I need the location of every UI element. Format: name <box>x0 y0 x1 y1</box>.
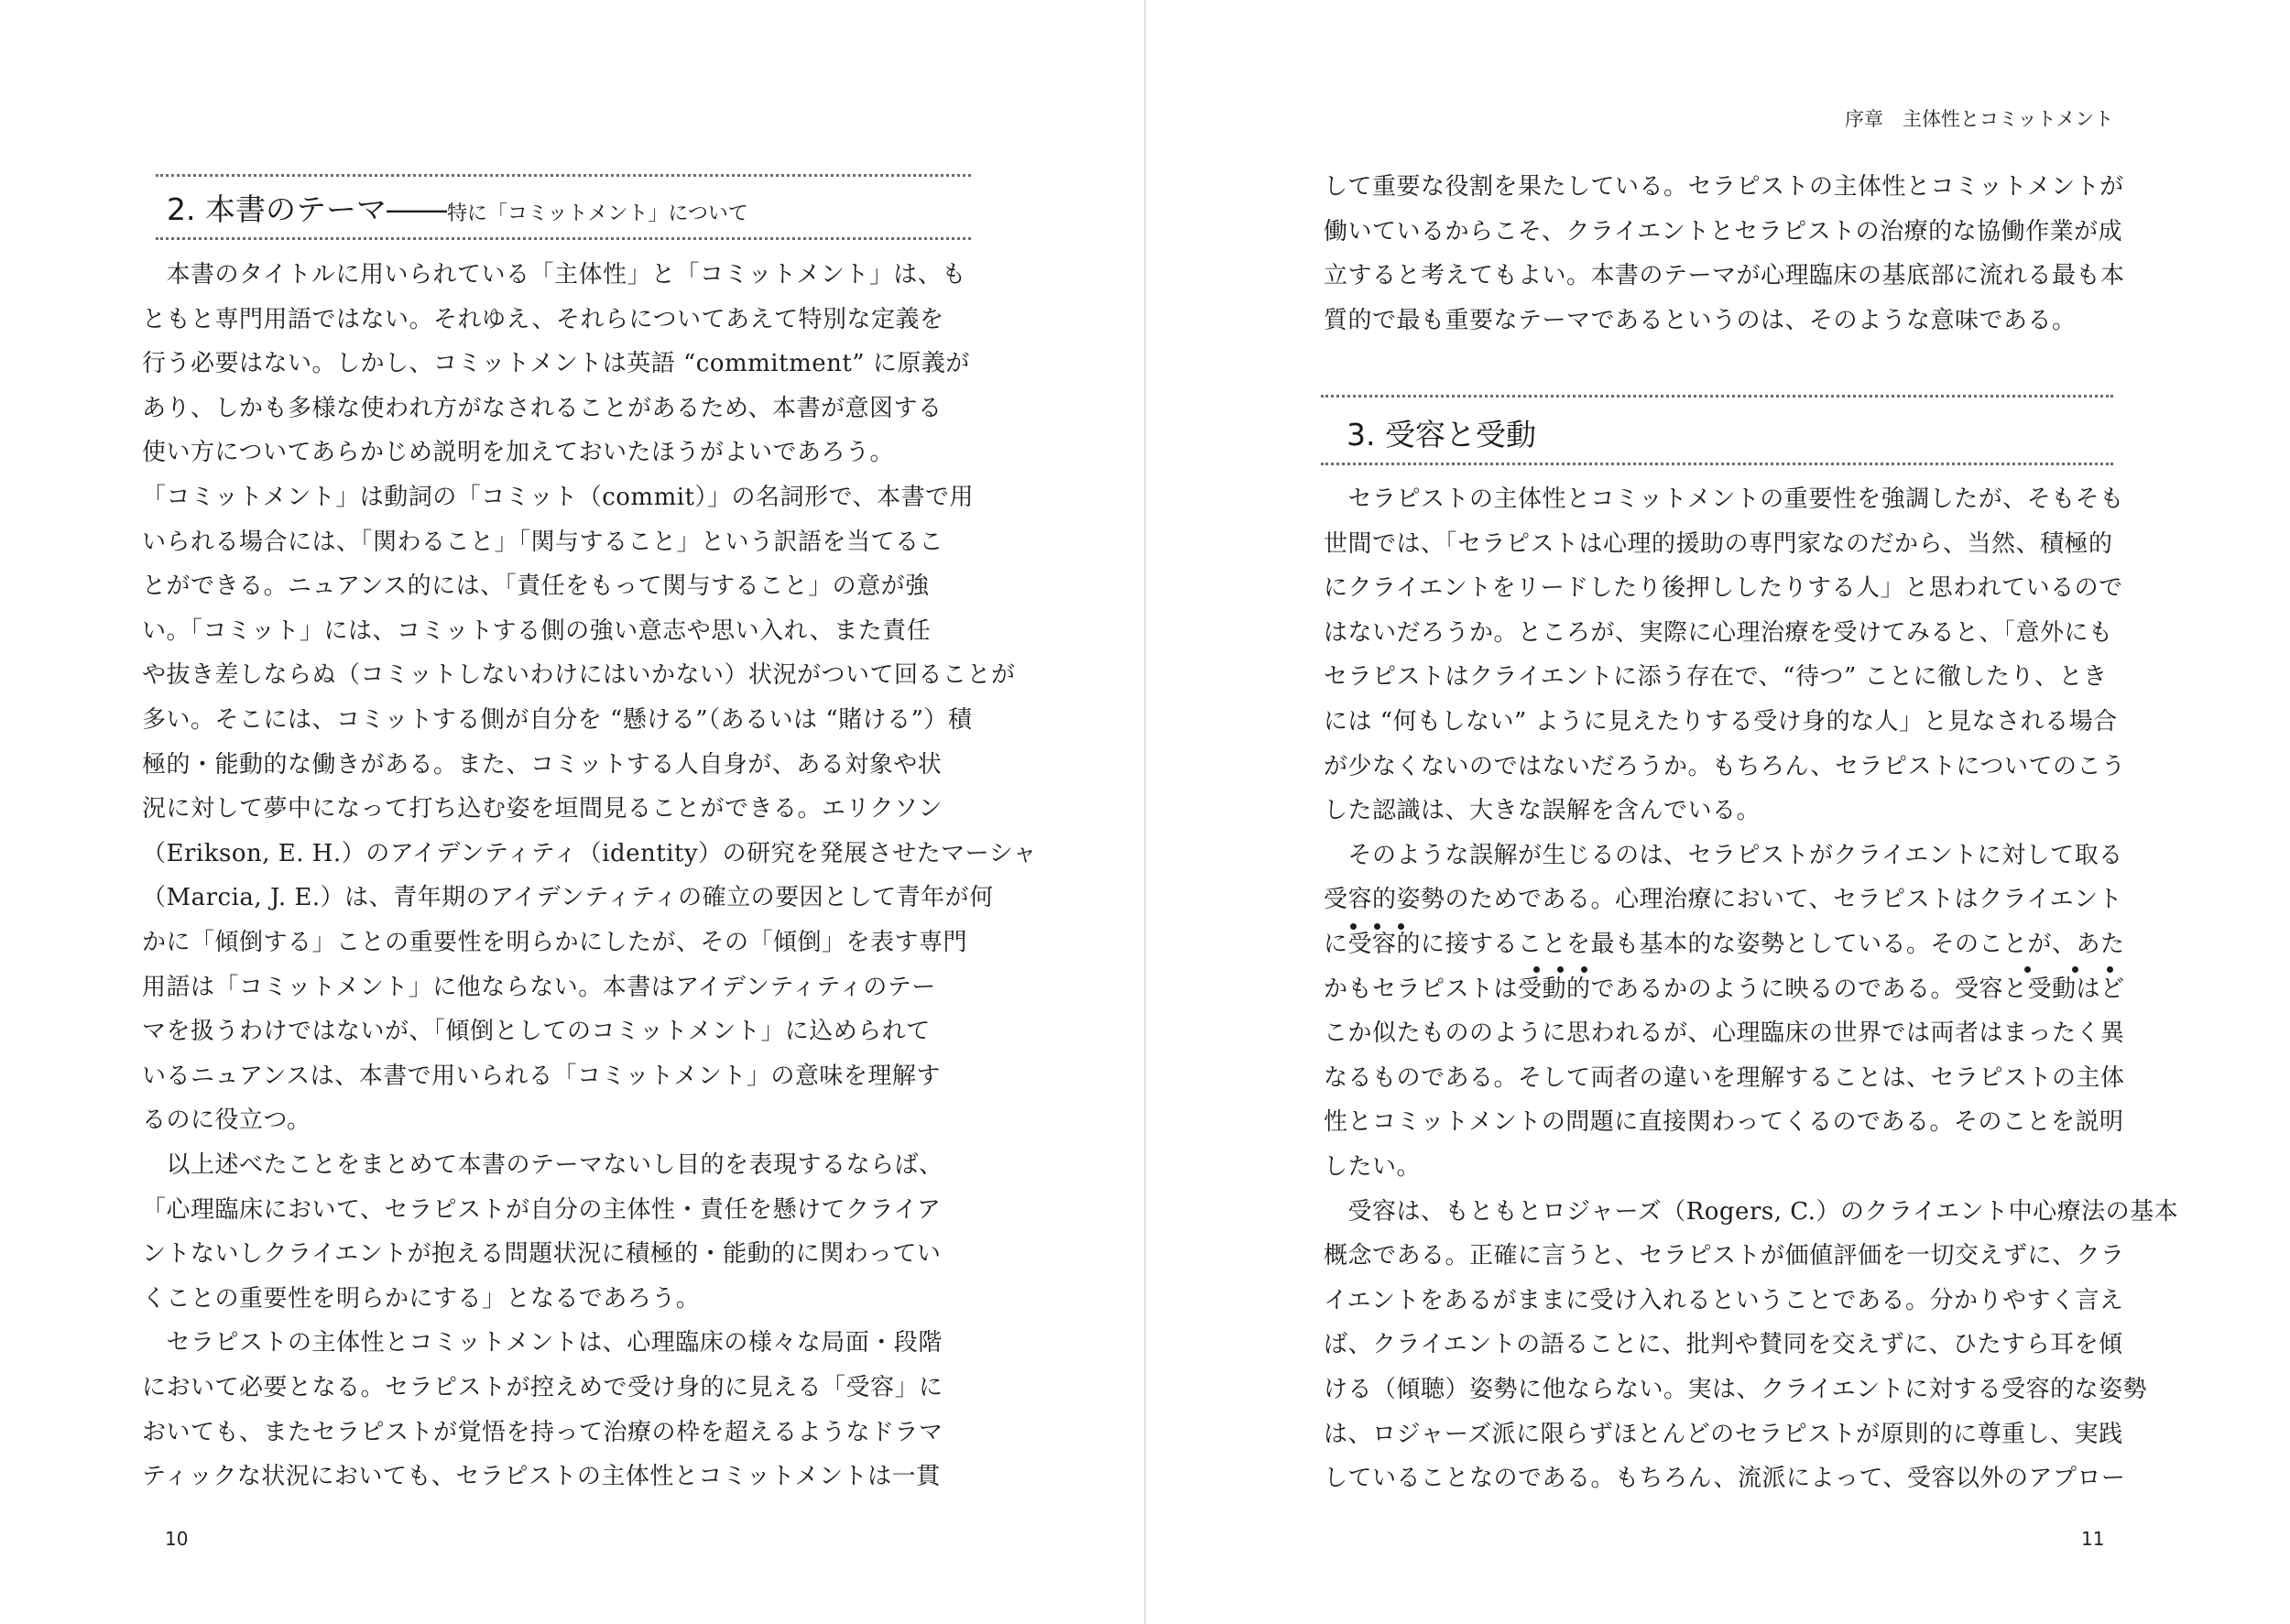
text-line: したい。 <box>1324 1153 1422 1181</box>
section-heading-sub: 特に「コミットメント」について <box>446 202 748 225</box>
emphasis-dot <box>1557 966 1564 973</box>
emphasis-dot <box>1581 966 1587 973</box>
text-line: いるニュアンスは、本書で用いられる「コミットメント」の意味を理解す <box>142 1062 941 1090</box>
text-line: していることなのである。もちろん、流派によって、受容以外のアプロー <box>1324 1465 2126 1493</box>
text-line: 使い方についてあらかじめ説明を加えておいたほうがよいであろう。 <box>142 439 894 467</box>
text-line: して重要な役割を果たしている。セラピストの主体性とコミットメントが <box>1324 173 2124 201</box>
text-line: い。「コミット」には、コミットする側の強い意志や思い入れ、また責任 <box>142 616 932 645</box>
text-line: ともと専門用語ではない。それゆえ、それらについてあえて特別な定義を <box>142 305 944 333</box>
right-page <box>1145 0 2290 1624</box>
text-line: 多い。そこには、コミットする側が自分を “懸ける”（あるいは “賭ける”）積 <box>142 706 973 734</box>
text-line: こか似たもののように思われるが、心理臨床の世界では両者はまったく異 <box>1324 1019 2125 1048</box>
text-line: 受容的姿勢のためである。心理治療において、セラピストはクライエント <box>1324 886 2123 914</box>
text-line: かもセラピストは受動的であるかのように映るのである。受容と受動はど <box>1324 975 2125 1003</box>
heading-rule-top <box>156 174 971 177</box>
text-line: 行う必要はない。しかし、コミットメントは英語 “commitment” に原義が <box>142 350 970 378</box>
page-number: 11 <box>2081 1528 2105 1550</box>
text-line: 世間では、「セラピストは心理的援助の専門家なのだから、当然、積極的 <box>1324 529 2113 558</box>
text-line: には “何もしない” ように見えたりする受け身的な人」と見なされる場合 <box>1324 708 2118 736</box>
heading-rule-top <box>1321 395 2113 398</box>
text-line: 性とコミットメントの問題に直接関わってくるのである。そのことを説明 <box>1324 1108 2124 1137</box>
text-line: ントないしクライエントが抱える問題状況に積極的・能動的に関わってい <box>142 1240 942 1269</box>
emphasis-dot <box>1398 923 1404 930</box>
text-line: セラピストはクライエントに添う存在で、“待つ” ことに徹したり、とき <box>1324 663 2108 692</box>
text-line: 「心理臨床において、セラピストが自分の主体性・責任を懸けてクライア <box>142 1195 942 1224</box>
text-line: 質的で最も重要なテーマであるというのは、そのような意味である。 <box>1324 306 2077 334</box>
text-line: （Marcia, J. E.）は、青年期のアイデンティティの確立の要因として青年が何 <box>142 884 994 912</box>
text-line: いられる場合には、「関わること」「関与すること」という訳語を当てるこ <box>142 528 944 556</box>
emphasis-dot <box>2107 966 2113 973</box>
page-number: 10 <box>165 1528 189 1550</box>
text-line: かに「傾倒する」ことの重要性を明らかにしたが、その「傾倒」を表す専門 <box>142 929 968 956</box>
text-line: 用語は「コミットメント」に他ならない。本書はアイデンティティのテー <box>142 973 936 1001</box>
text-line: マを扱うわけではないが、「傾倒としてのコミットメント」に込められて <box>142 1018 931 1046</box>
text-line: なるものである。そして両者の違いを理解することは、セラピストの主体 <box>1324 1063 2125 1092</box>
text-line: 以上述べたことをまとめて本書のテーマないし目的を表現するならば、 <box>142 1151 943 1179</box>
text-line: 概念である。正確に言うと、セラピストが価値評価を一切交えずに、クラ <box>1324 1242 2125 1270</box>
text-line: おいても、またセラピストが覚悟を持って治療の枠を超えるようなドラマ <box>142 1418 943 1446</box>
text-line: 「コミットメント」は動詞の「コミット（commit）」の名詞形で、本書で用 <box>142 484 974 511</box>
text-line: は、ロジャーズ派に限らずほとんどのセラピストが原則的に尊重し、実践 <box>1324 1420 2123 1448</box>
section-heading <box>167 186 748 229</box>
text-line: そのような誤解が生じるのは、セラピストがクライエントに対して取る <box>1324 841 2123 869</box>
text-line: とができる。ニュアンス的には、「責任をもって関与すること」の意が強 <box>142 572 930 601</box>
text-line: ける（傾聴）姿勢に他ならない。実は、クライエントに対する受容的な姿勢 <box>1324 1376 2148 1403</box>
emphasis-dot <box>2024 966 2031 973</box>
heading-rule-bottom <box>1321 463 2113 465</box>
text-line: 極的・能動的な働きがある。また、コミットする人自身が、ある対象や状 <box>142 750 943 779</box>
text-line: 立すると考えてもよい。本書のテーマが心理臨床の基底部に流れる最も本 <box>1324 262 2125 290</box>
emphasis-dot <box>1374 923 1380 930</box>
text-line: ば、クライエントの語ることに、批判や賛同を交えずに、ひたすら耳を傾 <box>1324 1331 2123 1359</box>
text-line: にクライエントをリードしたり後押ししたりする人」と思われているので <box>1324 574 2123 603</box>
section-heading-main: 2. 本書のテーマ―― <box>167 191 447 227</box>
section-heading <box>1347 411 1536 454</box>
text-line: るのに役立つ。 <box>142 1106 311 1135</box>
text-line: 況に対して夢中になって打ち込む姿を垣間見ることができる。エリクソン <box>142 795 943 823</box>
running-head: 序章 主体性とコミットメント <box>1845 108 2114 130</box>
text-line: くことの重要性を明らかにする」となるであろう。 <box>142 1284 701 1313</box>
text-line: が少なくないのではないだろうか。もちろん、セラピストについてのこう <box>1324 752 2126 780</box>
emphasis-dot <box>1350 923 1357 930</box>
text-line: や抜き差しならぬ（コミットしないわけにはいかない）状況がついて回ることが <box>142 661 1016 690</box>
text-line: において必要となる。セラピストが控えめで受け身的に見える「受容」に <box>142 1374 943 1401</box>
emphasis-dot <box>2072 966 2078 973</box>
text-line: ティックな状況においても、セラピストの主体性とコミットメントは一貫 <box>142 1463 941 1491</box>
text-line: 働いているからこそ、クライエントとセラピストの治療的な協働作業が成 <box>1324 217 2123 245</box>
heading-rule-bottom <box>156 237 971 240</box>
text-line: 受容は、もともとロジャーズ（Rogers, C.）のクライエント中心療法の基本 <box>1324 1197 2179 1226</box>
emphasis-dot <box>1533 966 1540 973</box>
text-line: に受容的に接することを最も基本的な姿勢としている。そのことが、あた <box>1324 931 2125 958</box>
text-line: あり、しかも多様な使われ方がなされることがあるため、本書が意図する <box>142 394 943 422</box>
text-line: はないだろうか。ところが、実際に心理治療を受けてみると、「意外にも <box>1324 618 2113 647</box>
section-heading-main: 3. 受容と受動 <box>1347 417 1536 452</box>
text-line: （Erikson, E. H.）のアイデンティティ（identity）の研究を発展させたマーシャ <box>142 839 1038 867</box>
text-line: した認識は、大きな誤解を含んでいる。 <box>1324 797 1761 825</box>
text-line: 本書のタイトルに用いられている「主体性」と「コミットメント」は、も <box>142 261 966 289</box>
text-line: セラピストの主体性とコミットメントは、心理臨床の様々な局面・段階 <box>142 1329 943 1357</box>
text-line: セラピストの主体性とコミットメントの重要性を強調したが、そもそも <box>1324 485 2124 513</box>
text-line: イエントをあるがままに受け入れるということである。分かりやすく言え <box>1324 1286 2124 1314</box>
